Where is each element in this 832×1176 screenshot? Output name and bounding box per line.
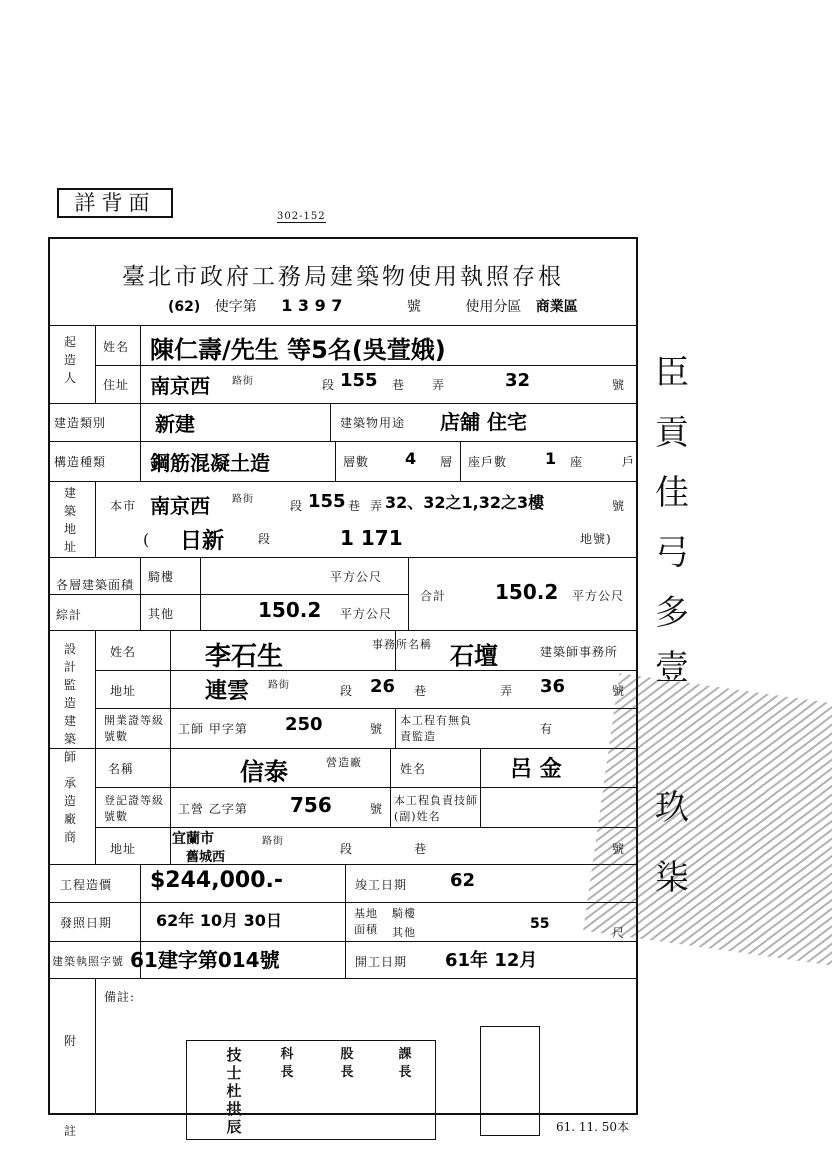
site-city-label: 本市 [110, 499, 137, 513]
use-value: 店舖 住宅 [440, 410, 527, 434]
total-unit: 平方公尺 [572, 589, 625, 603]
contractor-person-label: 姓名 [400, 762, 427, 776]
contractor-tech-label: 本工程負責技師(副)姓名 [394, 794, 478, 823]
contractor-hao: 號 [612, 842, 626, 856]
supervision-label: 本工程有無負責監造 [400, 714, 472, 743]
row-divider [48, 481, 638, 482]
row-divider [48, 941, 638, 942]
contractor-reg-label: 登記證等級號數 [104, 794, 164, 823]
side-text-char: 臣 [655, 353, 689, 393]
row-divider [95, 365, 638, 366]
architect-name-value: 李石生 [205, 642, 284, 672]
use-label: 建築物用途 [340, 416, 406, 430]
households-unit-unit: 戶 [622, 455, 636, 469]
row-divider [95, 787, 638, 788]
architect-no-label: 弄 [500, 684, 514, 698]
architect-road: 連雲 [205, 679, 250, 704]
site-lane-label: 巷 [348, 499, 362, 513]
base-area-label: 基地面積 [354, 907, 378, 936]
col-divider [480, 748, 481, 827]
contractor-address-label: 地址 [110, 842, 137, 856]
row-divider [95, 708, 638, 709]
other-unit: 平方公尺 [340, 607, 393, 621]
contractor-person-value: 呂 金 [510, 757, 562, 782]
contractor-name-value: 信泰 [240, 758, 288, 786]
contractor-reg-value: 756 [290, 793, 332, 817]
applicant-name-label: 姓名 [103, 340, 130, 354]
total-label: 合計 [420, 589, 447, 603]
start-value: 61年 12月 [445, 950, 538, 971]
site-road: 南京西 [150, 494, 210, 518]
col-divider [95, 481, 96, 557]
contractor-lane-label: 巷 [414, 842, 428, 856]
floors-value: 4 [405, 449, 417, 468]
detail-back-tag: 詳背面 [57, 188, 173, 218]
side-text-char: 柒 [655, 858, 689, 898]
site-lot-district: 日新 [180, 529, 225, 554]
structure-label: 構造種類 [54, 455, 107, 469]
contractor-road-unit: 路街 [262, 836, 284, 847]
unit-chief-stamp: 股長 [340, 1047, 354, 1080]
applicant-address-label: 住址 [103, 378, 130, 392]
col-divider [95, 630, 96, 864]
site-section-label: 段 [290, 499, 304, 513]
side-text-char: 貢 [655, 413, 689, 453]
row-divider [48, 864, 638, 865]
contractor-reg-prefix: 工營 乙字第 [178, 802, 248, 816]
other-value: 150.2 [258, 598, 322, 622]
applicant-road: 南京西 [150, 374, 210, 398]
contractor-road: 舊城西 [186, 850, 226, 865]
site-lot-value: 1 171 [340, 526, 403, 550]
structure-value: 鋼筋混凝土造 [150, 451, 270, 475]
base-other-label: 其他 [392, 926, 416, 939]
contractor-city: 宜蘭市 [172, 831, 214, 847]
architect-license-prefix: 工師 甲字第 [178, 722, 248, 736]
col-divider [200, 557, 201, 630]
arcade-unit: 平方公尺 [330, 570, 383, 584]
households-label: 座戶數 [468, 455, 508, 469]
cost-label: 工程造價 [60, 878, 113, 892]
architect-lane-label: 巷 [414, 684, 428, 698]
area-group-label: 各層建築面積綜計 [56, 578, 135, 622]
architect-no-value: 36 [540, 676, 566, 697]
zone-label: 使用分區 [465, 299, 522, 315]
col-divider [140, 325, 141, 403]
license-suffix: 號 [406, 299, 421, 315]
office-value: 石壇 [450, 642, 498, 670]
col-divider [95, 978, 96, 1115]
overlapping-document-edge [583, 673, 832, 967]
zone-value: 商業區 [535, 299, 578, 315]
contractor-name-label: 名稱 [108, 762, 135, 776]
site-road-unit: 路街 [232, 494, 254, 505]
architect-license-suffix: 號 [370, 722, 384, 736]
applicant-section-label: 段 [322, 378, 336, 392]
applicant-name-value: 陳仁壽/先生 等5名(吳萱娥) [150, 336, 446, 364]
col-divider [330, 403, 331, 441]
floors-label: 層數 [343, 455, 370, 469]
col-divider [408, 557, 409, 630]
row-divider [48, 748, 638, 749]
architect-hao: 號 [612, 684, 626, 698]
applicant-no-value: 32 [505, 370, 531, 391]
side-text-char: 玖 [655, 788, 689, 828]
base-area-value: 55 [530, 916, 550, 932]
architect-address-label: 地址 [110, 684, 137, 698]
row-divider [48, 978, 638, 979]
row-divider [48, 902, 638, 903]
row-divider [48, 325, 638, 326]
permit-value: 61建字第014號 [130, 948, 280, 972]
col-divider [460, 441, 461, 481]
notes-group-label: 附註 [63, 1034, 76, 1138]
households-unit-seat: 座 [570, 455, 584, 469]
floors-unit: 層 [440, 455, 454, 469]
site-group-label: 建築地址 [63, 486, 76, 554]
col-divider [345, 864, 346, 978]
col-divider [335, 441, 336, 481]
applicant-lane-value: 155 [340, 370, 378, 391]
department-chief-stamp: 課長 [398, 1047, 412, 1080]
side-text-char: 多 [655, 593, 689, 633]
architect-name-label: 姓名 [110, 645, 137, 659]
architect-road-unit: 路街 [268, 680, 290, 691]
row-divider [48, 403, 638, 404]
cost-value: $244,000.- [150, 868, 283, 893]
col-divider [170, 630, 171, 864]
category-label: 建造類別 [54, 416, 107, 430]
section-chief-stamp: 科長 [280, 1047, 294, 1080]
issue-value: 62年 10月 30日 [156, 911, 282, 930]
issue-label: 發照日期 [60, 916, 113, 930]
architect-group-label: 設計監造建築師 [63, 642, 76, 764]
remark-label: 備註: [104, 990, 136, 1004]
form-title: 臺北市政府工務局建築物使用執照存根 [122, 264, 564, 290]
site-hao: 號 [612, 499, 626, 513]
license-prefix: 使字第 [214, 299, 257, 315]
site-no-label: 弄 [370, 499, 384, 513]
site-lot-section-label: 段 [258, 532, 272, 546]
supervision-value: 有 [540, 722, 554, 736]
contractor-name-suffix: 營造廠 [326, 756, 362, 769]
start-label: 開工日期 [355, 955, 408, 969]
col-divider [395, 708, 396, 748]
col-divider [390, 748, 391, 827]
base-arcade-label: 騎樓 [392, 907, 416, 920]
applicant-no-label: 弄 [432, 378, 446, 392]
row-divider [48, 630, 638, 631]
total-value: 150.2 [495, 580, 559, 604]
contractor-section-label: 段 [340, 842, 354, 856]
license-number: 1 3 9 7 [281, 296, 343, 315]
archive-number-stamp: 302-152 [277, 211, 326, 222]
technician-stamp: 技士杜拱辰 [226, 1046, 242, 1136]
households-value: 1 [545, 449, 557, 468]
side-text-char: 弓 [655, 533, 689, 573]
architect-license-label: 開業證等級號數 [104, 714, 164, 743]
row-divider [95, 670, 638, 671]
architect-section-label: 段 [340, 684, 354, 698]
applicant-lane-label: 巷 [392, 378, 406, 392]
applicant-hao: 號 [612, 378, 626, 392]
row-divider [48, 441, 638, 442]
col-divider [140, 403, 141, 481]
col-divider [95, 325, 96, 403]
applicant-road-unit: 路街 [232, 376, 254, 387]
base-area-unit: 尺 [612, 926, 626, 940]
site-lane-value: 155 [308, 491, 346, 512]
side-text-char: 壹 [655, 648, 689, 688]
permit-label: 建築執照字號 [52, 955, 124, 968]
site-lot-paren: ( [143, 530, 151, 549]
signature-stamp [480, 1026, 540, 1136]
office-suffix: 建築師事務所 [540, 645, 619, 659]
contractor-reg-suffix: 號 [370, 802, 384, 816]
arcade-label: 騎樓 [148, 570, 175, 584]
office-label: 事務所名稱 [372, 638, 432, 651]
completion-value: 62 [450, 870, 476, 891]
applicant-group-label: 起造人 [63, 335, 76, 385]
contractor-group-label: 承造廠商 [63, 776, 76, 844]
architect-lane-value: 26 [370, 676, 396, 697]
completion-label: 竣工日期 [355, 878, 408, 892]
category-value: 新建 [155, 412, 195, 436]
architect-license-value: 250 [285, 714, 323, 735]
license-number-line [168, 296, 588, 316]
col-divider [140, 557, 141, 630]
license-year: (62) [168, 299, 201, 315]
print-footer: 61. 11. 50本 [556, 1120, 630, 1134]
site-no-value: 32、32之1,32之3樓 [385, 493, 545, 512]
site-lot-label: 地號) [580, 532, 612, 546]
side-text-char: 佳 [655, 473, 689, 513]
other-label: 其他 [148, 607, 175, 621]
row-divider [48, 557, 638, 558]
